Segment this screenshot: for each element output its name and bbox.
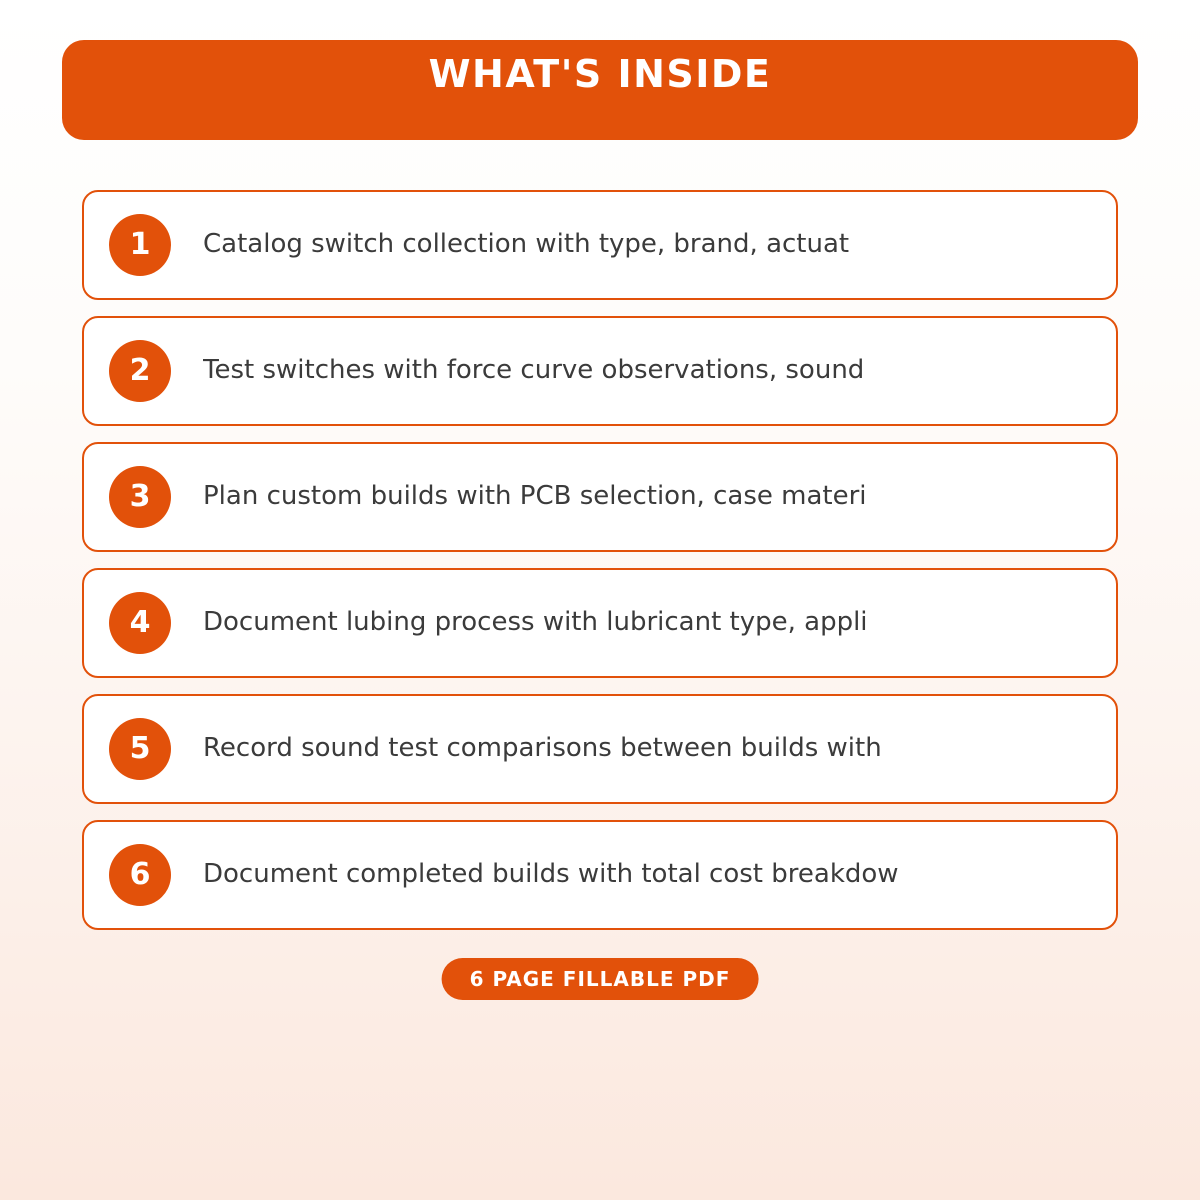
item-text: Document completed builds with total cost breakdow <box>203 859 899 890</box>
item-text: Record sound test comparisons between builds with <box>203 733 882 764</box>
item-number-badge <box>109 592 171 654</box>
item-text: Document lubing process with lubricant type, appli <box>203 607 868 638</box>
item-number: 5 <box>129 731 151 766</box>
item-number-badge <box>109 466 171 528</box>
item-number-badge <box>109 844 171 906</box>
page-title: WHAT'S INSIDE <box>428 52 772 96</box>
item-number-badge <box>109 718 171 780</box>
page-count-badge-label: 6 PAGE FILLABLE PDF <box>469 967 731 991</box>
header-banner <box>62 40 1138 140</box>
item-number: 6 <box>129 857 151 892</box>
item-text: Test switches with force curve observations, sound <box>203 355 865 386</box>
feature-list <box>82 190 1118 946</box>
item-number: 2 <box>129 353 151 388</box>
item-number: 3 <box>129 479 151 514</box>
item-number: 4 <box>129 605 151 640</box>
page-count-badge <box>442 958 759 1000</box>
list-item <box>82 694 1118 804</box>
list-item <box>82 568 1118 678</box>
item-number-badge <box>109 340 171 402</box>
list-item <box>82 442 1118 552</box>
list-item <box>82 820 1118 930</box>
item-number: 1 <box>129 227 151 262</box>
item-text: Plan custom builds with PCB selection, case materi <box>203 481 867 512</box>
list-item <box>82 316 1118 426</box>
item-number-badge <box>109 214 171 276</box>
item-text: Catalog switch collection with type, brand, actuat <box>203 229 850 260</box>
list-item <box>82 190 1118 300</box>
